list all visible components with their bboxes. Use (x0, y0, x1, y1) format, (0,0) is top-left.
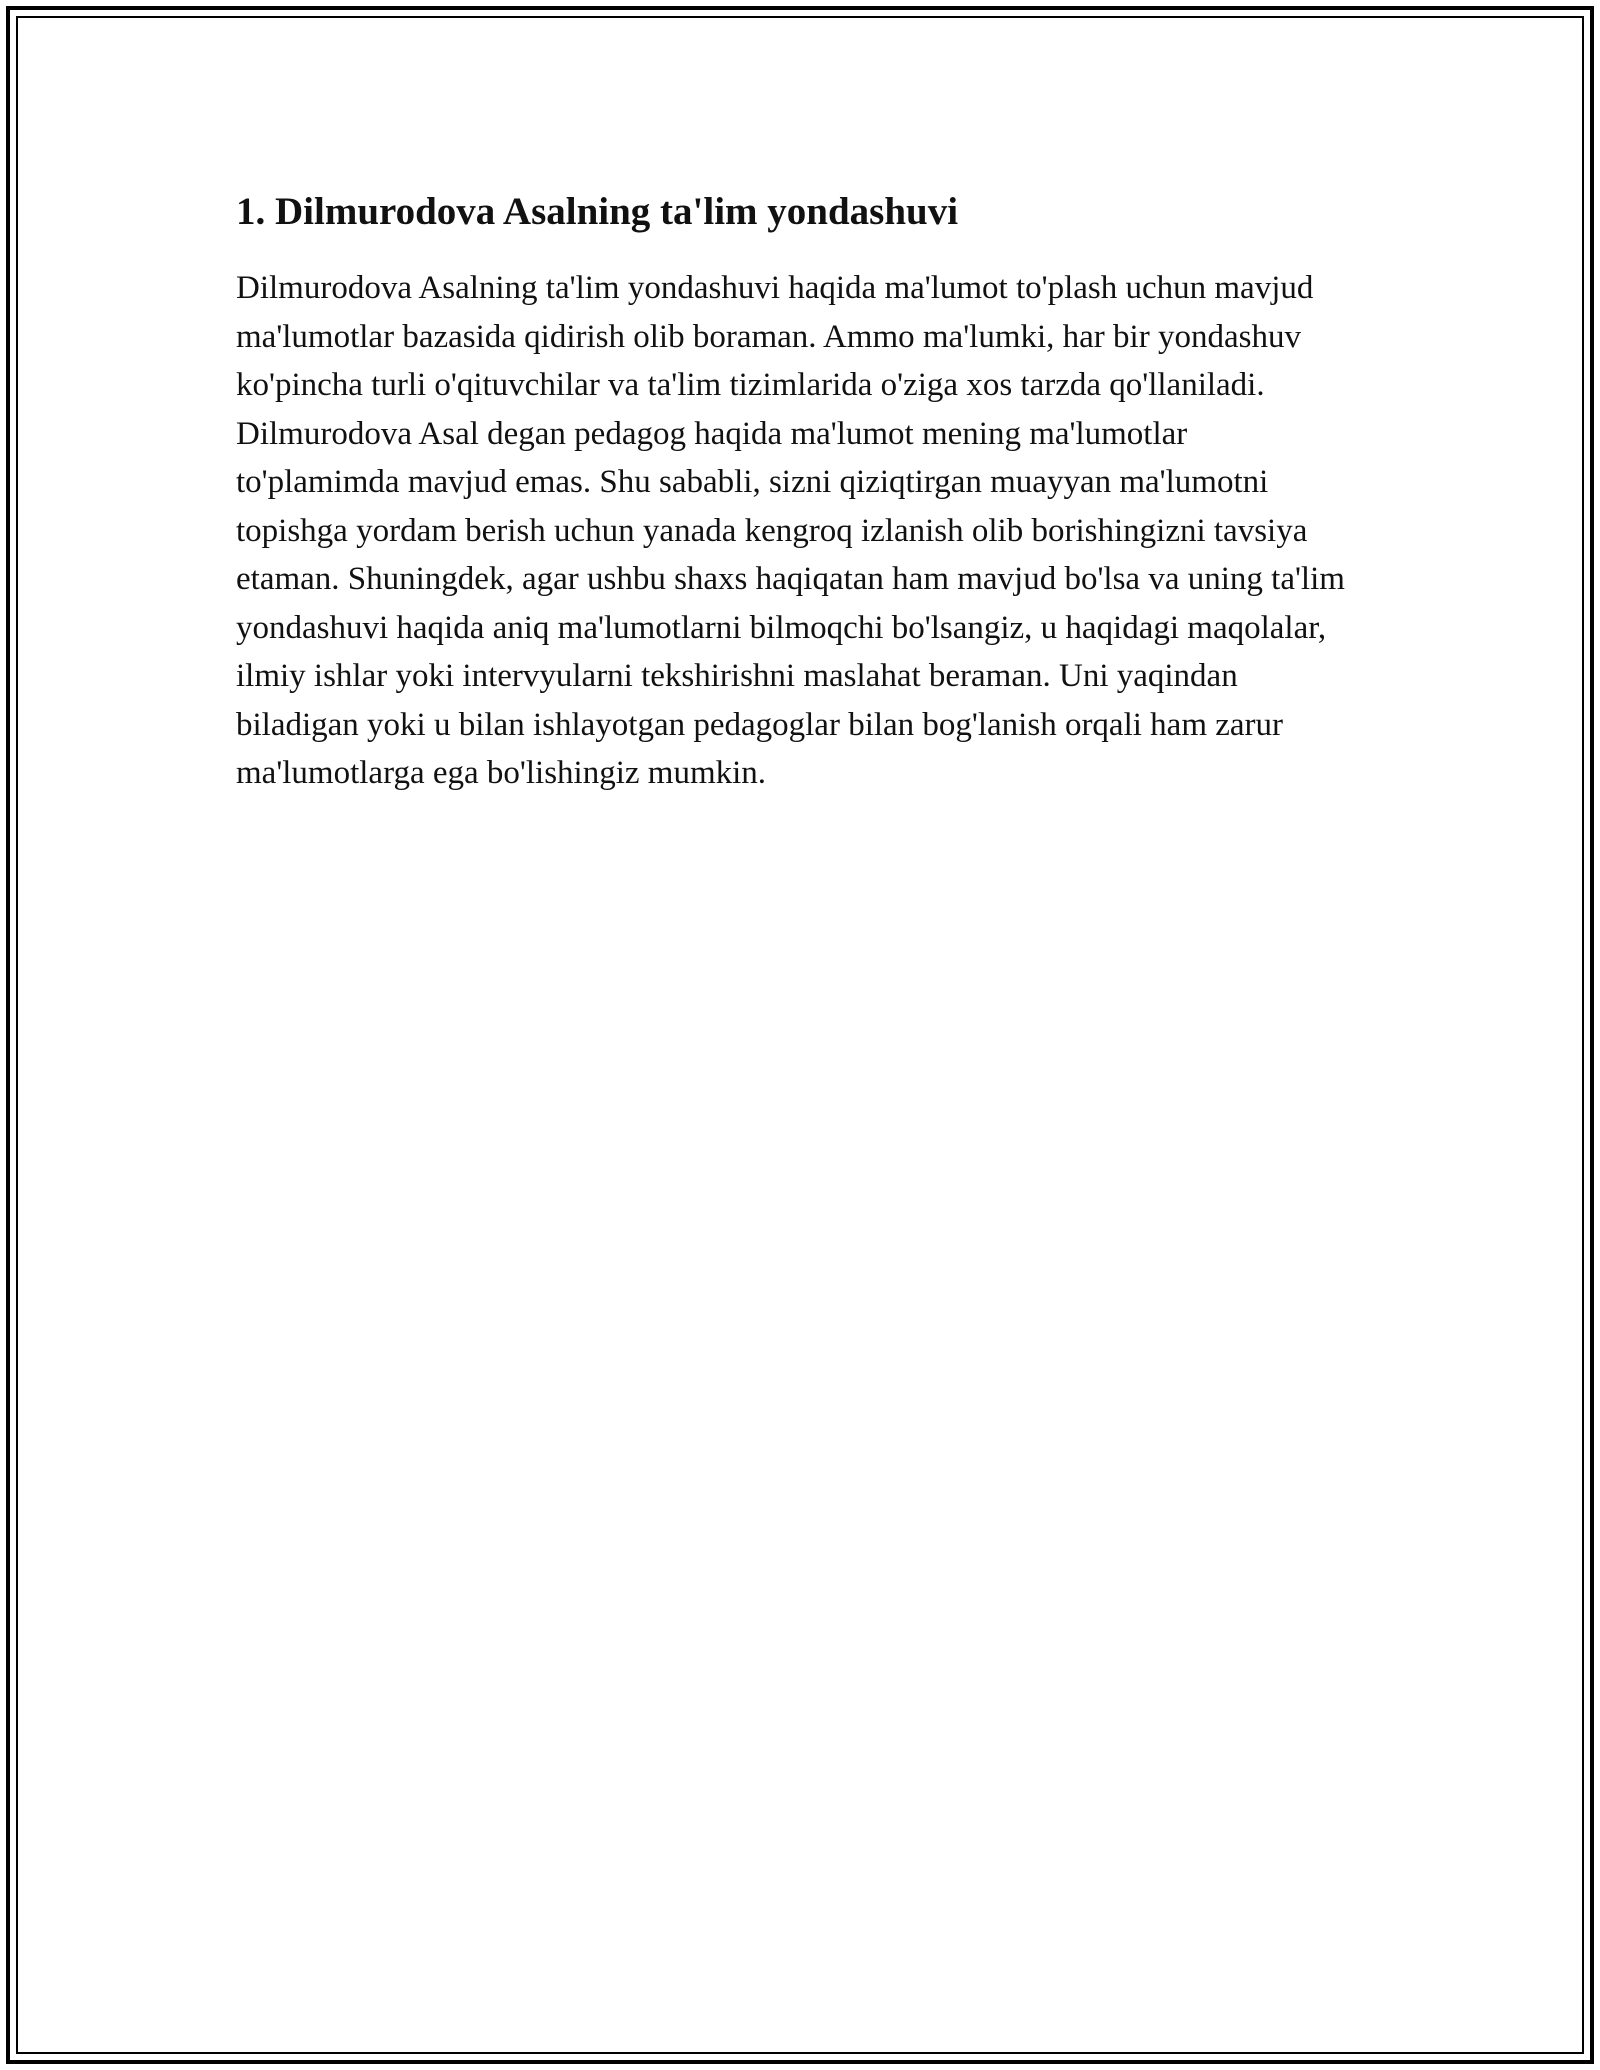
body-paragraph: Dilmurodova Asalning ta'lim yondashuvi haqida ma'lumot to'plash uchun mavjud ma'lumotlar bazasida qidirish olib boraman. Ammo ma'lumki, har bir yondashuv ko'pincha turli o'qituvchilar va ta'lim tizimlarida o'ziga xos tarzda qo'llaniladi. Dilmurodova Asal degan pedagog haqida ma'lumot mening ma'lumotlar to'plamimda mavjud emas. Shu sababli, sizni qiziqtirgan muayyan ma'lumotni topishga yordam berish uchun yanada kengroq izlanish olib borishingizni tavsiya etaman. Shuningdek, agar ushbu shaxs haqiqatan ham mavjud bo'lsa va uning ta'lim yondashuvi haqida aniq ma'lumotlarni bilmoqchi bo'lsangiz, u haqidagi maqolalar, ilmiy ishlar yoki intervyularni tekshirishni maslahat beraman. Uni yaqindan biladigan yoki u bilan ishlayotgan pedagoglar bilan bog'lanish orqali ham zarur ma'lumotlarga ega bo'lishingiz mumkin. (236, 270, 1345, 791)
document-content (236, 186, 1356, 798)
section-heading: 1. Dilmurodova Asalning ta'lim yondashuvi (236, 190, 959, 233)
